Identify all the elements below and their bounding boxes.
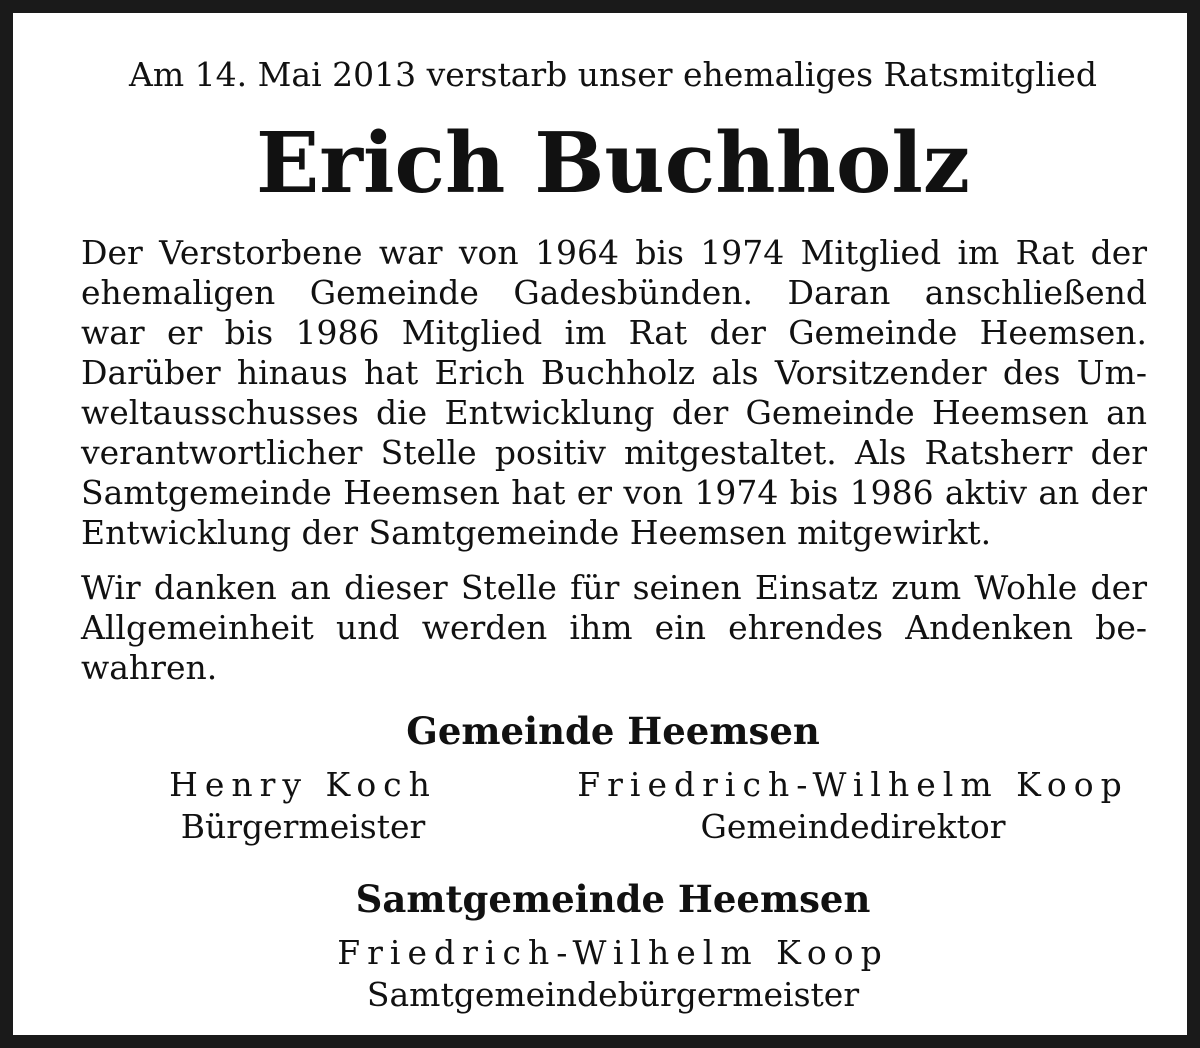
paragraph-line: Darüber hinaus hat Erich Buchholz als Vorsitzender des Um- <box>81 353 1147 392</box>
signer-role: Gemeindedirektor <box>700 807 1006 846</box>
paragraph-line: Der Verstorbene war von 1964 bis 1974 Mitglied im Rat der <box>81 233 1147 272</box>
paragraph-line: Samtgemeinde Heemsen hat er von 1974 bis 1986 aktiv an der <box>81 473 1147 512</box>
organization-title-gemeinde: Gemeinde Heemsen <box>406 709 820 753</box>
organization-title-samtgemeinde: Samtgemeinde Heemsen <box>355 877 871 921</box>
paragraph-line: Allgemeinheit und werden ihm ein ehrendes Andenken be- <box>81 608 1147 647</box>
biography-paragraph <box>81 233 1147 553</box>
gratitude-paragraph <box>81 568 1147 688</box>
signer-name: Friedrich-Wilhelm Koop <box>577 765 1129 804</box>
paragraph-line: Entwicklung der Samtgemeinde Heemsen mitgewirkt. <box>81 513 992 552</box>
paragraph-line: war er bis 1986 Mitglied im Rat der Gemeinde Heemsen. <box>81 313 1147 352</box>
paragraph-line: weltausschusses die Entwicklung der Gemeinde Heemsen an <box>81 393 1147 432</box>
paragraph-line: ehemaligen Gemeinde Gadesbünden. Daran anschließend <box>81 273 1147 312</box>
paragraph-line: wahren. <box>81 648 218 687</box>
paragraph-line: Wir danken an dieser Stelle für seinen Einsatz zum Wohle der <box>81 568 1147 607</box>
intro-line: Am 14. Mai 2013 verstarb unser ehemaliges Ratsmitglied <box>129 55 1097 94</box>
signer-role: Samtgemeindebürgermeister <box>366 975 860 1014</box>
deceased-name: Erich Buchholz <box>255 114 971 212</box>
signature-block-samtgemeinde <box>13 931 1200 1015</box>
signer-name: Friedrich-Wilhelm Koop <box>337 933 889 972</box>
signer-role: Bürgermeister <box>180 807 426 846</box>
signature-block-director <box>543 763 1163 847</box>
paragraph-line: verantwortlicher Stelle positiv mitgestaltet. Als Ratsherr der <box>81 433 1147 472</box>
signature-block-mayor <box>113 763 493 847</box>
signer-name: Henry Koch <box>169 765 437 804</box>
